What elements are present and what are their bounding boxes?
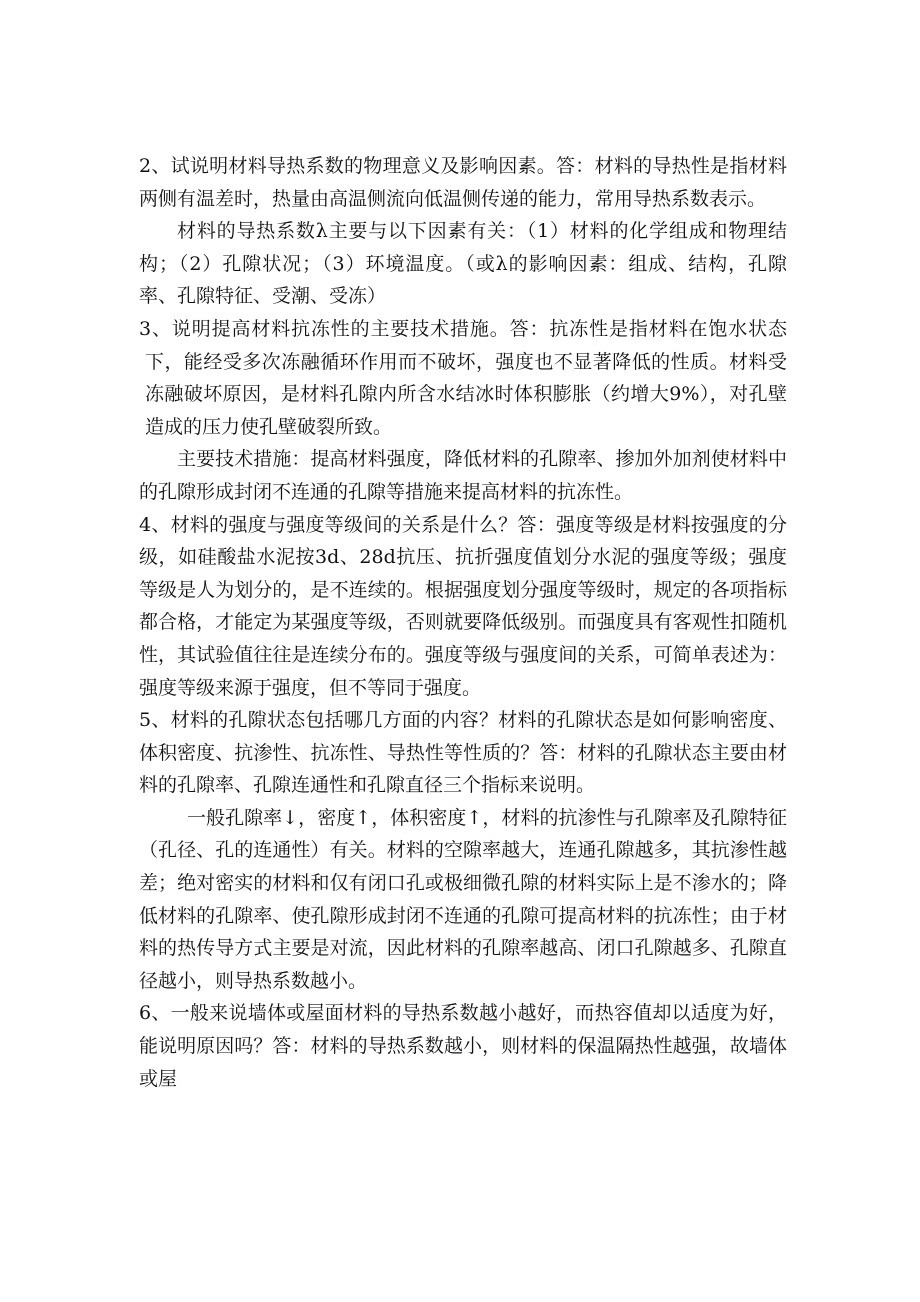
question-3-paragraph: 3、说明提高材料抗冻性的主要技术措施。答：抗冻性是指材料在饱水状态下，能经受多次冻融循环作用而不破坏，强度也不显著降低的性质。材料受冻融破坏原因，是材料孔隙内所含水结冰时体积膨胀（约增大9%），对孔壁造成的压力使孔壁破裂所致。 (139, 317, 787, 438)
question-2-factors-paragraph: 材料的导热系数λ主要与以下因素有关：（1）材料的化学组成和物理结构；（2）孔隙状况；（3）环境温度。（或λ的影响因素：组成、结构，孔隙率、孔隙特征、受潮、受冻） (139, 220, 787, 308)
question-5-paragraph: 5、材料的孔隙状态包括哪几方面的内容？材料的孔隙状态是如何影响密度、体积密度、抗渗性、抗冻性、导热性等性质的？答：材料的孔隙状态主要由材料的孔隙率、孔隙连通性和孔隙直径三个指标来说明。 (139, 709, 787, 797)
document-page (139, 150, 787, 1095)
question-2-paragraph: 2、试说明材料导热系数的物理意义及影响因素。答：材料的导热性是指材料两侧有温差时，热量由高温侧流向低温侧传递的能力，常用导热系数表示。 (139, 155, 787, 210)
question-3-measures-paragraph: 主要技术措施：提高材料强度，降低材料的孔隙率、掺加外加剂使材料中的孔隙形成封闭不连通的孔隙等措施来提高材料的抗冻性。 (139, 448, 787, 503)
question-6-paragraph: 6、一般来说墙体或屋面材料的导热系数越小越好，而热容值却以适度为好，能说明原因吗？答：材料的导热系数越小，则材料的保温隔热性越强，故墙体或屋 (139, 1002, 787, 1090)
question-4-paragraph: 4、材料的强度与强度等级间的关系是什么？答：强度等级是材料按强度的分级，如硅酸盐水泥按3d、28d抗压、抗折强度值划分水泥的强度等级；强度等级是人为划分的，是不连续的。根据强度划分强度等级时，规定的各项指标都合格，才能定为某强度等级，否则就要降低级别。而强度具有客观性扣随机性，其试验值往往是连续分布的。强度等级与强度间的关系，可简单表述为：强度等级来源于强度，但不等同于强度。 (139, 513, 787, 699)
question-5-details-paragraph: 一般孔隙率↓，密度↑，体积密度↑，材料的抗渗性与孔隙率及孔隙特征（孔径、孔的连通性）有关。材料的空隙率越大，连通孔隙越多，其抗渗性越差；绝对密实的材料和仅有闭口孔或极细微孔隙的材料实际上是不渗水的；降低材料的孔隙率、使孔隙形成封闭不连通的孔隙可提高材料的抗冻性；由于材料的热传导方式主要是对流，因此材料的孔隙率越高、闭口孔隙越多、孔隙直径越小，则导热系数越小。 (139, 806, 787, 992)
